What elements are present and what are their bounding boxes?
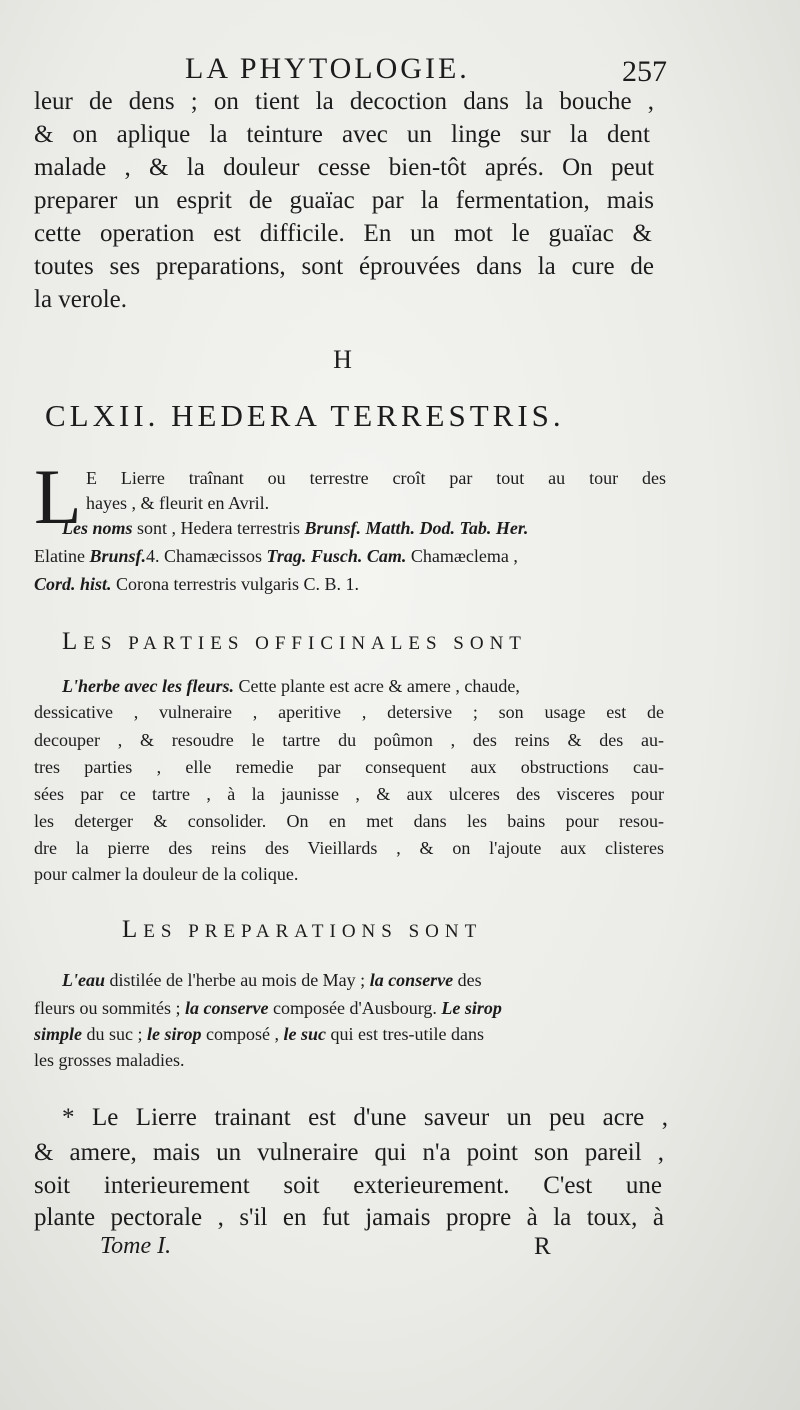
text-line: malade , & la douleur cesse bien-tôt aprés. On peut <box>34 154 654 181</box>
heading-cap: L <box>62 628 84 655</box>
names-text: Corona terrestris vulgaris C. B. 1. <box>111 574 359 594</box>
names-text: 4. Chamæcissos <box>146 546 267 566</box>
officinal-line: pour calmer la douleur de la colique. <box>34 864 299 884</box>
note-line: plante pectorale , s'il en fut jamais propre à la toux, à <box>34 1204 664 1231</box>
prep-text: composée d'Ausbourg. <box>268 998 442 1018</box>
names-text: Elatine <box>34 546 90 566</box>
names-reference: Cord. hist. <box>34 574 112 594</box>
prep-text: qui est tres-utile dans <box>326 1024 484 1044</box>
names-text: Chamæclema , <box>406 546 518 566</box>
officinal-line <box>62 676 520 697</box>
names-reference: Trag. Fusch. Cam. <box>266 546 407 566</box>
names-line-3 <box>34 574 359 595</box>
text-line: toutes ses preparations, sont éprouvées dans la cure de <box>34 253 654 280</box>
section-letter: H <box>333 345 352 374</box>
prep-text: du suc ; <box>82 1024 147 1044</box>
preparations-heading <box>122 916 482 944</box>
prep-italic: la conserve <box>369 970 454 990</box>
heading-rest: ES PARTIES OFFICINALES SONT <box>83 633 527 654</box>
officinal-line: sées par ce tartre , à la jaunisse , & aux ulceres des visceres pour <box>34 784 664 804</box>
preparations-line-1 <box>62 970 482 991</box>
names-line-1 <box>62 518 528 539</box>
heading-rest: ES PREPARATIONS SONT <box>143 921 483 942</box>
heading-cap: L <box>122 916 144 943</box>
prep-text: distilée de l'herbe au mois de May ; <box>105 970 370 990</box>
text-line: leur de dens ; on tient la decoction dans la bouche , <box>34 88 654 115</box>
officinal-line: les deterger & consolider. On en met dans les bains pour resou- <box>34 811 664 831</box>
prep-text: composé , <box>201 1024 284 1044</box>
note-line: * Le Lierre trainant est d'une saveur un peu acre , <box>62 1104 668 1131</box>
intro-line: hayes , & fleurit en Avril. <box>86 493 270 513</box>
names-reference: Brunsf. <box>89 546 147 566</box>
prep-italic: le suc <box>283 1024 326 1044</box>
text-line: la verole. <box>34 286 128 313</box>
officinal-line: tres parties , elle remedie par consequent aux obstructions cau- <box>34 757 664 777</box>
signature-mark: R <box>534 1233 551 1260</box>
prep-text: fleurs ou sommités ; <box>34 998 185 1018</box>
preparations-line-4: les grosses maladies. <box>34 1050 185 1070</box>
text-line: cette operation est difficile. En un mot le guaïac & <box>34 220 652 247</box>
officinal-lead: L'herbe avec les fleurs. <box>62 676 234 696</box>
names-label: Les noms <box>62 518 133 538</box>
names-reference: Brunsf. Matth. Dod. Tab. Her. <box>304 518 529 538</box>
text-line: preparer un esprit de guaïac par la fermentation, mais <box>34 187 654 214</box>
text-line: & on aplique la teinture avec un linge sur la dent <box>34 121 650 148</box>
officinal-heading <box>62 628 527 656</box>
names-line-2 <box>34 546 518 567</box>
preparations-line-2 <box>34 998 502 1019</box>
officinal-text: Cette plante est acre & amere , chaude, <box>233 676 520 696</box>
preparations-line-3 <box>34 1024 484 1045</box>
names-text: sont , Hedera terrestris <box>132 518 305 538</box>
note-line: soit interieurement soit exterieurement. C'est une <box>34 1172 662 1199</box>
prep-italic: le sirop <box>147 1024 202 1044</box>
volume-label: Tome I. <box>100 1233 172 1259</box>
officinal-line: decouper , & resoudre le tartre du poûmon , des reins & des au- <box>34 730 664 750</box>
prep-italic: la conserve <box>185 998 269 1018</box>
section-title: CLXII. HEDERA TERRESTRIS. <box>45 398 565 433</box>
note-line: & amere, mais un vulneraire qui n'a point son pareil , <box>34 1139 664 1166</box>
prep-text: des <box>453 970 482 990</box>
running-head-title: LA PHYTOLOGIE. <box>185 52 470 85</box>
prep-italic: L'eau <box>62 970 105 990</box>
officinal-line: dre la pierre des reins des Vieillards , & on l'ajoute aux clisteres <box>34 838 664 858</box>
prep-italic: simple <box>34 1024 82 1044</box>
prep-italic: Le sirop <box>441 998 502 1018</box>
intro-line: E Lierre traînant ou terrestre croît par tout au tour des <box>86 468 666 488</box>
drop-cap: L <box>34 453 82 540</box>
page-number: 257 <box>622 55 667 88</box>
officinal-line: dessicative , vulneraire , aperitive , detersive ; son usage est de <box>34 702 664 722</box>
